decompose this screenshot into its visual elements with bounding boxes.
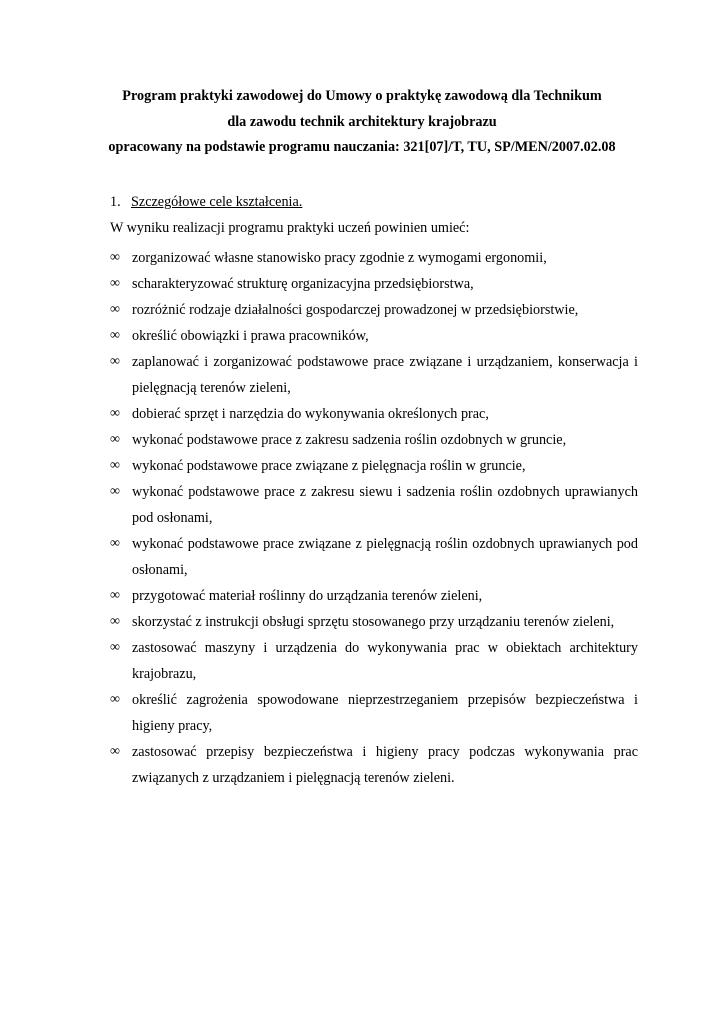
infinity-bullet-icon: ∞ (110, 406, 120, 421)
list-item (110, 609, 638, 635)
list-item-text: określić obowiązki i prawa pracowników, (132, 328, 369, 344)
list-item (110, 245, 638, 271)
list-item (110, 583, 638, 609)
list-item-text: skorzystać z instrukcji obsługi sprzętu stosowanego przy urządzaniu terenów zieleni, (132, 614, 615, 630)
document-title-line-3: opracowany na podstawie programu nauczania: 321[07]/T, TU, SP/MEN/2007.02.08 (108, 139, 616, 155)
list-item (110, 453, 638, 479)
list-item (110, 297, 638, 323)
list-item (110, 687, 638, 739)
list-item-text: zastosować maszyny i urządzenia do wykonywania prac w obiektach architektury krajobrazu, (132, 640, 638, 682)
infinity-bullet-icon: ∞ (110, 640, 120, 655)
list-item-text: wykonać podstawowe prace z zakresu siewu i sadzenia roślin ozdobnych uprawianych pod osłonami, (132, 484, 638, 526)
document-title-line-1: Program praktyki zawodowej do Umowy o praktykę zawodową dla Technikum (122, 88, 602, 104)
infinity-bullet-icon: ∞ (110, 432, 120, 447)
section-number: 1. (110, 194, 121, 210)
list-item-text: wykonać podstawowe prace z zakresu sadzenia roślin ozdobnych w gruncie, (132, 432, 567, 448)
list-item (110, 401, 638, 427)
list-item (110, 479, 638, 531)
list-item (110, 531, 638, 583)
list-item (110, 739, 638, 791)
list-item (110, 271, 638, 297)
infinity-bullet-icon: ∞ (110, 302, 120, 317)
section-heading (110, 193, 302, 211)
list-item-text: zastosować przepisy bezpieczeństwa i higieny pracy podczas wykonywania prac związanych z urządzaniem i pielęgnacją terenów zieleni. (132, 744, 638, 786)
list-item-text: wykonać podstawowe prace związane z pielęgnacją roślin ozdobnych uprawianych pod osłonami, (132, 536, 638, 578)
infinity-bullet-icon: ∞ (110, 250, 120, 265)
list-item (110, 635, 638, 687)
infinity-bullet-icon: ∞ (110, 588, 120, 603)
list-item (110, 349, 638, 401)
infinity-bullet-icon: ∞ (110, 536, 120, 551)
list-item-text: zaplanować i zorganizować podstawowe prace związane i urządzaniem, konserwacja i pielęgnacją terenów zieleni, (132, 354, 638, 396)
infinity-bullet-icon: ∞ (110, 484, 120, 499)
list-item (110, 323, 638, 349)
infinity-bullet-icon: ∞ (110, 614, 120, 629)
infinity-bullet-icon: ∞ (110, 744, 120, 759)
infinity-bullet-icon: ∞ (110, 354, 120, 369)
list-item-text: wykonać podstawowe prace związane z pielęgnacja roślin w gruncie, (132, 458, 526, 474)
infinity-bullet-icon: ∞ (110, 692, 120, 707)
section-heading-text: Szczegółowe cele kształcenia. (131, 194, 303, 210)
list-item-text: dobierać sprzęt i narzędzia do wykonywania określonych prac, (132, 406, 489, 422)
list-item-text: określić zagrożenia spowodowane nieprzestrzeganiem przepisów bezpieczeństwa i higieny pracy, (132, 692, 638, 734)
list-item-text: scharakteryzować strukturę organizacyjna przedsiębiorstwa, (132, 276, 474, 292)
document-title-line-2: dla zawodu technik architektury krajobrazu (227, 114, 497, 130)
list-item (110, 427, 638, 453)
infinity-bullet-icon: ∞ (110, 328, 120, 343)
list-item-text: zorganizować własne stanowisko pracy zgodnie z wymogami ergonomii, (132, 250, 547, 266)
objectives-list (110, 245, 638, 791)
infinity-bullet-icon: ∞ (110, 458, 120, 473)
list-item-text: przygotować materiał roślinny do urządzania terenów zieleni, (132, 588, 483, 604)
list-item-text: rozróżnić rodzaje działalności gospodarczej prowadzonej w przedsiębiorstwie, (132, 302, 579, 318)
infinity-bullet-icon: ∞ (110, 276, 120, 291)
intro-text: W wyniku realizacji programu praktyki uczeń powinien umieć: (110, 220, 470, 236)
